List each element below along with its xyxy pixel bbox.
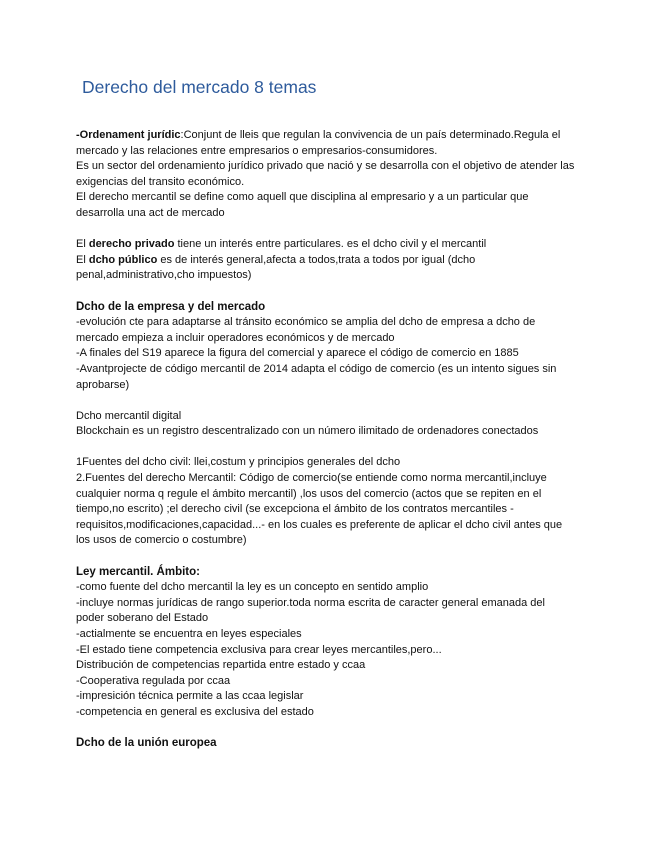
paragraph-text: es de interés general,afecta a todos,trata a todos por igual (dcho penal,administrativo,cho impuestos)	[76, 253, 476, 282]
spacer	[76, 393, 576, 409]
section-heading: Dcho de la unión europea	[76, 737, 217, 750]
bold-term: dcho público	[88, 253, 158, 266]
list-item: -incluye normas jurídicas de rango superior.toda norma escrita de caracter general emanada del poder soberano del Estado	[76, 596, 545, 625]
list-item: -impresición técnica permite a las ccaa legislar	[76, 690, 304, 703]
paragraph-fuentes-mercantil: 2.Fuentes del derecho Mercantil: Código de comercio(se entiende como norma mercantil,incluye cualquier norma q regule el ámbito mercantil) ,los usos del comercio (actos que se repiten en el tiempo,no escrito) ;el derecho civil (se excepciona el ámbito de los contratos mercantiles -requisitos,modificaciones,capacidad...- en los cuales es preferente de aplicar el dcho civil antes que los usos de comercio o costumbre)	[76, 472, 563, 547]
spacer	[76, 721, 576, 737]
list-item: -actialmente se encuentra en leyes especiales	[76, 628, 302, 640]
list-item: -evolución cte para adaptarse al tránsito económico se amplia del dcho de empresa a dcho de mercado empieza a incluir operadores económicos y de mercado	[76, 316, 536, 344]
paragraph-ordenament	[76, 128, 576, 159]
list-item: Distribución de competencias repartida entre estado y ccaa	[76, 659, 366, 672]
list-item: -Avantprojecte de código mercantil de 2014 adapta el código de comercio (es un intento sigues sin aprobarse)	[76, 362, 557, 391]
paragraph-definition: El derecho mercantil se define como aquell que disciplina al empresario y a un particular que desarrolla una act de mercado	[76, 191, 529, 219]
paragraph-fuentes-civil: 1Fuentes del dcho civil: llei,costum y principios generales del dcho	[76, 456, 401, 469]
paragraph-text: El	[76, 238, 89, 251]
bold-term: -Ordenament jurídic	[76, 129, 181, 141]
paragraph-blockchain: Blockchain es un registro descentralizado con un número ilimitado de ordenadores conectados	[76, 425, 539, 438]
document-body	[76, 128, 576, 752]
bold-term: derecho privado	[88, 238, 175, 251]
list-item: -como fuente del dcho mercantil la ley es un concepto en sentido amplio	[76, 581, 429, 594]
spacer	[76, 549, 576, 565]
paragraph-sector: Es un sector del ordenamiento jurídico privado que nació y se desarrolla con el objetivo de atender las exigencias del transito económico.	[76, 160, 575, 188]
paragraph-derecho-privado	[76, 237, 576, 253]
paragraph-text: El	[76, 253, 89, 266]
list-item: -A finales del S19 aparece la figura del comercial y aparece el código de comercio en 1885	[76, 347, 519, 360]
spacer	[76, 284, 576, 300]
spacer	[76, 440, 576, 456]
section-heading: Ley mercantil. Ámbito:	[76, 565, 200, 578]
paragraph-text: tiene un interés entre particulares. es el dcho civil y el mercantil	[174, 238, 487, 251]
paragraph-dcho-publico	[76, 253, 576, 284]
document-title: Derecho del mercado 8 temas	[82, 77, 317, 97]
paragraph-text: :Conjunt de lleis que regulan la convivencia de un país determinado.Regula el mercado y las relaciones entre empresarios o empresarios-consumidores.	[76, 129, 561, 157]
list-item: -El estado tiene competencia exclusiva para crear leyes mercantiles,pero...	[76, 643, 442, 656]
list-item: -Cooperativa regulada por ccaa	[76, 674, 231, 687]
section-heading: Dcho de la empresa y del mercado	[76, 300, 266, 313]
spacer	[76, 222, 576, 238]
list-item: -competencia en general es exclusiva del estado	[76, 705, 314, 718]
paragraph-digital: Dcho mercantil digital	[76, 409, 182, 422]
